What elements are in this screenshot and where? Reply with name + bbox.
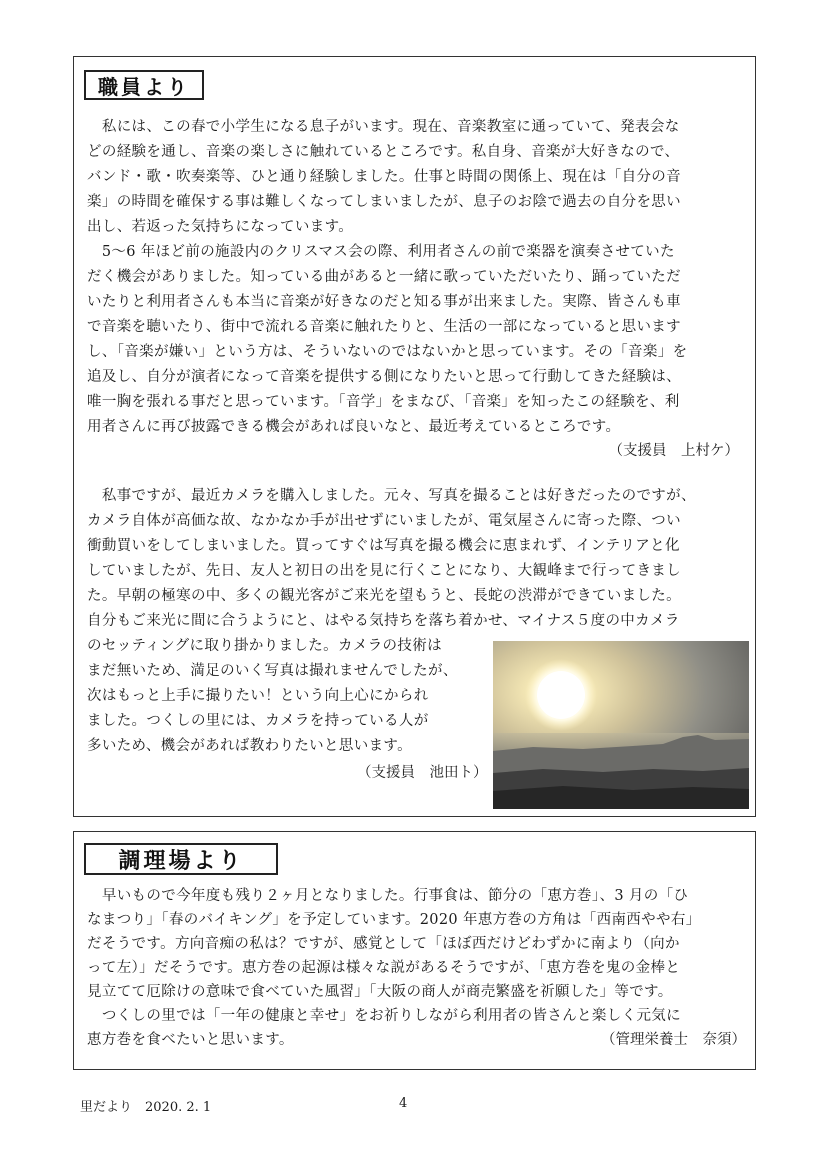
kitchen-line: って左）」だそうです。恵方巻の起源は様々な説があるそうですが、「恵方巻を鬼の金棒と: [87, 960, 681, 976]
article-1-signature: （支援員 上村ケ）: [608, 443, 739, 459]
article-2-line: 自分もご来光に間に合うようにと、はやる気持ちを落ち着かせ、マイナス５度の中カメラ: [87, 613, 680, 629]
article-1-line: いたりと利用者さんも本当に音楽が好きなのだと知る事が出来ました。実際、皆さんも車: [87, 294, 681, 310]
article-1-line: だく機会がありました。知っている曲があると一緒に歌っていただいたり、踊っていただ: [87, 269, 681, 285]
article-1-line: 唯一胸を張れる事だと思っています。「音学」をまなび、「音楽」を知ったこの経験を、利: [87, 394, 680, 410]
article-2-line: た。早朝の極寒の中、多くの観光客がご来光を望もうと、長蛇の渋滞ができていました。: [87, 588, 681, 604]
article-1-line: で音楽を聴いたり、街中で流れる音楽に触れたりと、生活の一部になっていると思います: [87, 319, 681, 335]
article-2-line: 多いため、機会があれば教わりたいと思います。: [87, 738, 412, 754]
sunrise-image: [493, 641, 749, 809]
article-1-line: 楽」の時間を確保する事は難しくなってしまいましたが、息子のお陰で過去の自分を思い: [87, 194, 681, 210]
article-2-line: まだ無いため、満足のいく写真は撮れませんでしたが、: [87, 663, 458, 679]
kitchen-signature: （管理栄養士 奈須）: [601, 1032, 746, 1048]
staff-section-heading: 職員より: [84, 70, 204, 100]
article-1-line: 5～6 年ほど前の施設内のクリスマス会の際、利用者さんの前で楽器を演奏させていた: [87, 244, 675, 260]
kitchen-line: 見立てて厄除けの意味で食べていた風習」「大阪の商人が商売繁盛を祈願した」等です。: [87, 984, 673, 1000]
newsletter-footer: 里だより 2020. 2. 1: [80, 1100, 212, 1115]
article-2-line: カメラ自体が高価な故、なかなか手が出せずにいましたが、電気屋さんに寄った際、つい: [87, 513, 681, 529]
article-2-signature: （支援員 池田ト）: [357, 765, 488, 781]
kitchen-line: 早いもので今年度も残り２ヶ月となりました。行事食は、節分の「恵方巻」、3 月の「ひ: [87, 888, 689, 904]
article-2-line: 私事ですが、最近カメラを購入しました。元々、写真を撮ることは好きだったのですが、: [87, 488, 696, 504]
article-1-line: し、「音楽が嫌い」という方は、そういないのではないかと思っています。その「音楽」を: [87, 344, 688, 360]
kitchen-section-heading: 調理場より: [84, 843, 278, 875]
article-1-line: 用者さんに再び披露できる機会があれば良いなと、最近考えているところです。: [87, 419, 621, 435]
article-1-line: 私には、この春で小学生になる息子がいます。現在、音楽教室に通っていて、発表会な: [87, 119, 680, 135]
kitchen-line: つくしの里では「一年の健康と幸せ」をお祈りしながら利用者の皆さんと楽しく元気に: [87, 1008, 681, 1024]
article-1-line: バンド・歌・吹奏楽等、ひと通り経験しました。仕事と時間の関係上、現在は「自分の音: [87, 169, 681, 185]
sunrise-photo: [493, 641, 749, 809]
article-2-line: のセッティングに取り掛かりました。カメラの技術は: [87, 638, 442, 654]
page-number: 4: [399, 1096, 408, 1111]
article-1-line: 追及し、自分が演者になって音楽を提供する側になりたいと思って行動してきた経験は、: [87, 369, 681, 385]
article-2-line: 衝動買いをしてしまいました。買ってすぐは写真を撮る機会に恵まれず、インテリアと化: [87, 538, 680, 554]
kitchen-line: だそうです。方向音痴の私は？ですが、感覚として「ほぼ西だけどわずかに南より（向か: [87, 936, 680, 952]
article-2-line: ました。つくしの里には、カメラを持っている人が: [87, 713, 429, 729]
article-2-line: していましたが、先日、友人と初日の出を見に行くことになり、大観峰まで行ってきまし: [87, 563, 681, 579]
staff-article-1: [87, 117, 747, 457]
kitchen-line: 恵方巻を食べたいと思います。: [87, 1032, 294, 1048]
article-2-line: 次はもっと上手に撮りたい！という向上心にかられ: [87, 688, 429, 704]
kitchen-line: なまつり」「春のバイキング」を予定しています。2020 年恵方巻の方角は「西南西やや右」: [87, 912, 701, 928]
article-1-line: どの経験を通し、音楽の楽しさに触れているところです。私自身、音楽が大好きなので、: [87, 144, 680, 160]
article-1-line: 出し、若返った気持ちになっています。: [87, 219, 354, 235]
